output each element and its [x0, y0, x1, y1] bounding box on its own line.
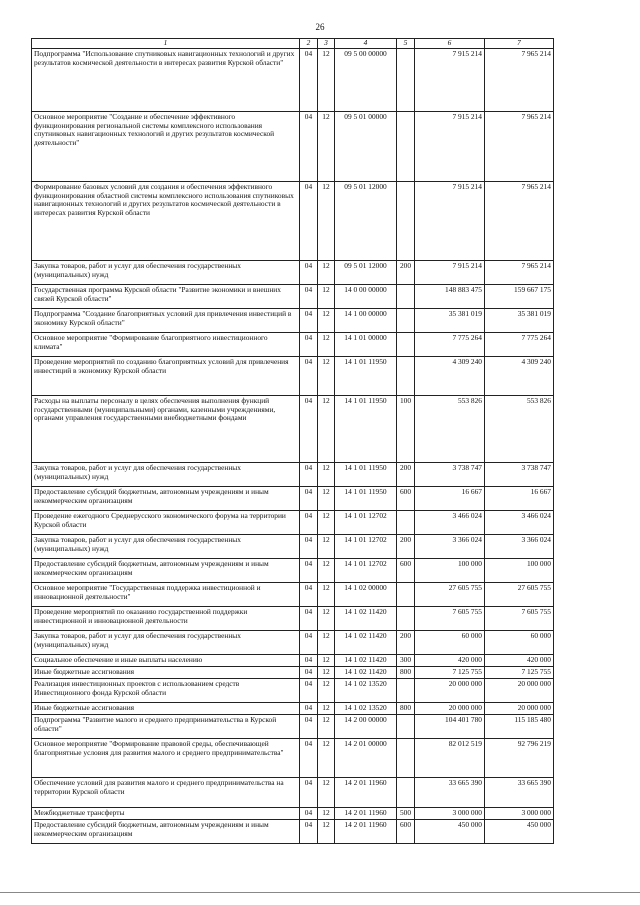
row-amount-year1-cell: 3 366 024 [415, 535, 485, 559]
row-subsection-cell: 12 [318, 511, 335, 535]
row-amount-year1-cell: 3 738 747 [415, 463, 485, 487]
row-subsection-cell: 12 [318, 631, 335, 655]
table-row [32, 535, 554, 559]
table-row [32, 261, 554, 285]
row-amount-year1-cell: 35 381 019 [415, 309, 485, 333]
row-amount-year1-cell: 7 915 214 [415, 112, 485, 182]
row-amount-year1-cell: 420 000 [415, 655, 485, 667]
table-row [32, 655, 554, 667]
row-name-cell: Основное мероприятие "Государственная поддержка инвестиционной и инновационной деятельности" [32, 583, 300, 607]
row-section-cell: 04 [300, 463, 318, 487]
row-name-cell: Проведение мероприятий по оказанию государственной поддержки инвестиционной и инновационной деятельности [32, 607, 300, 631]
row-name-cell: Закупка товаров, работ и услуг для обеспечения государственных (муниципальных) нужд [32, 631, 300, 655]
row-target-code-cell: 14 1 01 12702 [335, 559, 397, 583]
row-amount-year1-cell: 82 012 519 [415, 739, 485, 778]
row-amount-year2-cell: 33 665 390 [485, 778, 554, 808]
row-section-cell: 04 [300, 511, 318, 535]
table-row [32, 820, 554, 844]
row-amount-year2-cell: 420 000 [485, 655, 554, 667]
row-subsection-cell: 12 [318, 655, 335, 667]
row-name-cell: Закупка товаров, работ и услуг для обеспечения государственных (муниципальных) нужд [32, 535, 300, 559]
row-amount-year2-cell: 7 965 214 [485, 112, 554, 182]
table-row [32, 333, 554, 357]
row-target-code-cell: 14 1 01 11950 [335, 396, 397, 463]
row-name-cell: Проведение мероприятий по созданию благоприятных условий для привлечения инвестиций в экономику Курской области [32, 357, 300, 396]
row-section-cell: 04 [300, 333, 318, 357]
row-amount-year2-cell: 4 309 240 [485, 357, 554, 396]
row-amount-year1-cell: 7 605 755 [415, 607, 485, 631]
row-subsection-cell: 12 [318, 715, 335, 739]
row-subsection-cell: 12 [318, 182, 335, 261]
row-name-cell: Основное мероприятие "Формирование правовой среды, обеспечивающей благоприятные условия для развития малого и среднего предпринимательства" [32, 739, 300, 778]
row-name-cell: Основное мероприятие "Формирование благоприятного инвестиционного климата" [32, 333, 300, 357]
row-amount-year1-cell: 7 915 214 [415, 182, 485, 261]
row-target-code-cell: 14 2 01 11960 [335, 778, 397, 808]
row-expense-type-cell [397, 715, 415, 739]
row-target-code-cell: 14 0 00 00000 [335, 285, 397, 309]
row-name-cell: Подпрограмма "Использование спутниковых навигационных технологий и других результатов космической деятельности в интересах развития Курской области" [32, 49, 300, 112]
row-subsection-cell: 12 [318, 463, 335, 487]
row-name-cell: Подпрограмма "Создание благоприятных условий для привлечения инвестиций в экономику Курской области" [32, 309, 300, 333]
row-expense-type-cell: 800 [397, 703, 415, 715]
row-section-cell: 04 [300, 631, 318, 655]
row-amount-year1-cell: 27 605 755 [415, 583, 485, 607]
row-expense-type-cell: 200 [397, 261, 415, 285]
row-subsection-cell: 12 [318, 261, 335, 285]
row-section-cell: 04 [300, 679, 318, 703]
table-row [32, 808, 554, 820]
row-expense-type-cell: 300 [397, 655, 415, 667]
row-subsection-cell: 12 [318, 285, 335, 309]
row-amount-year2-cell: 7 965 214 [485, 182, 554, 261]
table-row [32, 631, 554, 655]
row-amount-year2-cell: 3 366 024 [485, 535, 554, 559]
row-target-code-cell: 14 2 00 00000 [335, 715, 397, 739]
table-row [32, 511, 554, 535]
row-subsection-cell: 12 [318, 820, 335, 844]
table-row [32, 607, 554, 631]
table-row [32, 739, 554, 778]
row-subsection-cell: 12 [318, 396, 335, 463]
row-section-cell: 04 [300, 808, 318, 820]
row-name-cell: Иные бюджетные ассигнования [32, 667, 300, 679]
row-subsection-cell: 12 [318, 333, 335, 357]
row-section-cell: 04 [300, 49, 318, 112]
row-amount-year2-cell: 27 605 755 [485, 583, 554, 607]
row-amount-year2-cell: 60 000 [485, 631, 554, 655]
table-row [32, 487, 554, 511]
row-amount-year2-cell: 450 000 [485, 820, 554, 844]
row-expense-type-cell [397, 739, 415, 778]
row-name-cell: Закупка товаров, работ и услуг для обеспечения государственных (муниципальных) нужд [32, 463, 300, 487]
row-section-cell: 04 [300, 559, 318, 583]
row-amount-year1-cell: 33 665 390 [415, 778, 485, 808]
row-target-code-cell: 14 1 02 11420 [335, 607, 397, 631]
row-expense-type-cell [397, 778, 415, 808]
row-section-cell: 04 [300, 715, 318, 739]
row-subsection-cell: 12 [318, 49, 335, 112]
row-amount-year1-cell: 7 915 214 [415, 261, 485, 285]
row-section-cell: 04 [300, 739, 318, 778]
row-expense-type-cell: 100 [397, 396, 415, 463]
row-amount-year2-cell: 3 000 000 [485, 808, 554, 820]
row-amount-year2-cell: 92 796 219 [485, 739, 554, 778]
row-amount-year1-cell: 553 826 [415, 396, 485, 463]
row-subsection-cell: 12 [318, 703, 335, 715]
row-subsection-cell: 12 [318, 679, 335, 703]
row-amount-year2-cell: 35 381 019 [485, 309, 554, 333]
row-amount-year1-cell: 60 000 [415, 631, 485, 655]
table-row [32, 679, 554, 703]
row-section-cell: 04 [300, 778, 318, 808]
table-row [32, 49, 554, 112]
table-row [32, 715, 554, 739]
row-subsection-cell: 12 [318, 559, 335, 583]
row-name-cell: Обеспечение условий для развития малого и среднего предпринимательства на территории Курской области [32, 778, 300, 808]
header-cell: 6 [415, 39, 485, 49]
row-amount-year2-cell: 3 466 024 [485, 511, 554, 535]
table-row [32, 112, 554, 182]
row-section-cell: 04 [300, 487, 318, 511]
row-name-cell: Реализация инвестиционных проектов с использованием средств Инвестиционного фонда Курской области [32, 679, 300, 703]
row-expense-type-cell [397, 511, 415, 535]
row-target-code-cell: 14 2 01 00000 [335, 739, 397, 778]
row-amount-year2-cell: 7 965 214 [485, 49, 554, 112]
row-target-code-cell: 14 2 01 11960 [335, 820, 397, 844]
row-amount-year2-cell: 7 775 264 [485, 333, 554, 357]
row-amount-year2-cell: 20 000 000 [485, 703, 554, 715]
row-expense-type-cell [397, 112, 415, 182]
budget-table [31, 38, 554, 844]
row-amount-year1-cell: 20 000 000 [415, 703, 485, 715]
row-amount-year1-cell: 7 125 755 [415, 667, 485, 679]
row-subsection-cell: 12 [318, 112, 335, 182]
header-cell: 7 [485, 39, 554, 49]
row-expense-type-cell: 600 [397, 487, 415, 511]
header-cell: 1 [32, 39, 300, 49]
row-subsection-cell: 12 [318, 487, 335, 511]
row-target-code-cell: 09 5 01 12000 [335, 261, 397, 285]
row-name-cell: Предоставление субсидий бюджетным, автономным учреждениям и иным некоммерческим организациям [32, 559, 300, 583]
row-target-code-cell: 14 1 02 00000 [335, 583, 397, 607]
row-amount-year1-cell: 100 000 [415, 559, 485, 583]
row-section-cell: 04 [300, 285, 318, 309]
row-expense-type-cell [397, 357, 415, 396]
row-amount-year2-cell: 16 667 [485, 487, 554, 511]
row-subsection-cell: 12 [318, 667, 335, 679]
table-header-row [32, 39, 554, 49]
row-target-code-cell: 14 1 01 00000 [335, 333, 397, 357]
row-amount-year1-cell: 148 883 475 [415, 285, 485, 309]
row-amount-year1-cell: 20 000 000 [415, 679, 485, 703]
row-section-cell: 04 [300, 655, 318, 667]
row-amount-year2-cell: 159 667 175 [485, 285, 554, 309]
row-section-cell: 04 [300, 112, 318, 182]
row-section-cell: 04 [300, 535, 318, 559]
row-section-cell: 04 [300, 309, 318, 333]
row-expense-type-cell: 200 [397, 463, 415, 487]
row-amount-year1-cell: 16 667 [415, 487, 485, 511]
row-expense-type-cell: 600 [397, 559, 415, 583]
table-row [32, 703, 554, 715]
table-row [32, 667, 554, 679]
row-name-cell: Предоставление субсидий бюджетным, автономным учреждениям и иным некоммерческим организациям [32, 487, 300, 511]
row-target-code-cell: 09 5 00 00000 [335, 49, 397, 112]
row-section-cell: 04 [300, 820, 318, 844]
row-amount-year2-cell: 3 738 747 [485, 463, 554, 487]
row-expense-type-cell [397, 49, 415, 112]
row-amount-year1-cell: 7 775 264 [415, 333, 485, 357]
bottom-rule [0, 892, 640, 893]
row-expense-type-cell: 600 [397, 820, 415, 844]
row-target-code-cell: 14 2 01 11960 [335, 808, 397, 820]
row-section-cell: 04 [300, 703, 318, 715]
row-expense-type-cell [397, 679, 415, 703]
row-amount-year2-cell: 553 826 [485, 396, 554, 463]
row-subsection-cell: 12 [318, 739, 335, 778]
row-name-cell: Государственная программа Курской области "Развитие экономики и внешних связей Курской области" [32, 285, 300, 309]
row-name-cell: Подпрограмма "Развитие малого и среднего предпринимательства в Курской области" [32, 715, 300, 739]
row-amount-year2-cell: 115 185 480 [485, 715, 554, 739]
row-expense-type-cell [397, 607, 415, 631]
row-target-code-cell: 14 1 02 11420 [335, 631, 397, 655]
row-section-cell: 04 [300, 396, 318, 463]
table-row [32, 357, 554, 396]
row-subsection-cell: 12 [318, 778, 335, 808]
row-target-code-cell: 14 1 01 11950 [335, 463, 397, 487]
header-cell: 4 [335, 39, 397, 49]
table-row [32, 559, 554, 583]
table-row [32, 309, 554, 333]
row-target-code-cell: 14 1 01 11950 [335, 357, 397, 396]
row-subsection-cell: 12 [318, 535, 335, 559]
row-name-cell: Закупка товаров, работ и услуг для обеспечения государственных (муниципальных) нужд [32, 261, 300, 285]
row-expense-type-cell [397, 285, 415, 309]
table-row [32, 583, 554, 607]
table-row [32, 182, 554, 261]
table-body [32, 49, 554, 844]
row-expense-type-cell: 200 [397, 535, 415, 559]
row-amount-year1-cell: 7 915 214 [415, 49, 485, 112]
row-amount-year1-cell: 3 000 000 [415, 808, 485, 820]
table-row [32, 285, 554, 309]
row-target-code-cell: 14 1 00 00000 [335, 309, 397, 333]
header-cell: 2 [300, 39, 318, 49]
row-target-code-cell: 09 5 01 00000 [335, 112, 397, 182]
row-amount-year2-cell: 7 965 214 [485, 261, 554, 285]
row-target-code-cell: 14 1 02 11420 [335, 667, 397, 679]
row-subsection-cell: 12 [318, 808, 335, 820]
row-name-cell: Проведение ежегодного Среднерусского экономического форума на территории Курской области [32, 511, 300, 535]
row-section-cell: 04 [300, 357, 318, 396]
row-amount-year2-cell: 100 000 [485, 559, 554, 583]
row-expense-type-cell [397, 583, 415, 607]
row-expense-type-cell: 200 [397, 631, 415, 655]
row-amount-year1-cell: 4 309 240 [415, 357, 485, 396]
row-section-cell: 04 [300, 607, 318, 631]
row-section-cell: 04 [300, 182, 318, 261]
row-expense-type-cell: 800 [397, 667, 415, 679]
row-name-cell: Иные бюджетные ассигнования [32, 703, 300, 715]
row-target-code-cell: 14 1 01 12702 [335, 511, 397, 535]
row-amount-year2-cell: 7 605 755 [485, 607, 554, 631]
row-subsection-cell: 12 [318, 583, 335, 607]
row-amount-year1-cell: 104 401 780 [415, 715, 485, 739]
row-subsection-cell: 12 [318, 309, 335, 333]
row-target-code-cell: 14 1 02 13520 [335, 703, 397, 715]
row-target-code-cell: 14 1 02 13520 [335, 679, 397, 703]
row-name-cell: Межбюджетные трансферты [32, 808, 300, 820]
row-amount-year1-cell: 3 466 024 [415, 511, 485, 535]
row-section-cell: 04 [300, 261, 318, 285]
row-subsection-cell: 12 [318, 607, 335, 631]
table-row [32, 396, 554, 463]
row-expense-type-cell [397, 309, 415, 333]
row-expense-type-cell [397, 333, 415, 357]
row-subsection-cell: 12 [318, 357, 335, 396]
row-name-cell: Основное мероприятие "Создание и обеспечение эффективного функционирования региональной системы комплексного использования спутниковых навигационных технологий и других результатов космической деятельности" [32, 112, 300, 182]
row-name-cell: Расходы на выплаты персоналу в целях обеспечения выполнения функций государственными (муниципальными) органами, казенными учреждениями, органами управления государственными внебюджетными фондами [32, 396, 300, 463]
row-amount-year2-cell: 20 000 000 [485, 679, 554, 703]
row-section-cell: 04 [300, 667, 318, 679]
row-amount-year2-cell: 7 125 755 [485, 667, 554, 679]
row-target-code-cell: 14 1 01 11950 [335, 487, 397, 511]
header-cell: 5 [397, 39, 415, 49]
row-name-cell: Предоставление субсидий бюджетным, автономным учреждениям и иным некоммерческим организациям [32, 820, 300, 844]
row-name-cell: Формирование базовых условий для создания и обеспечения эффективного функционирования областной системы комплексного использования спутниковых навигационных технологий и других результатов космической деятельности в интересах развития Курской области [32, 182, 300, 261]
row-section-cell: 04 [300, 583, 318, 607]
row-expense-type-cell: 500 [397, 808, 415, 820]
row-target-code-cell: 14 1 01 12702 [335, 535, 397, 559]
row-target-code-cell: 09 5 01 12000 [335, 182, 397, 261]
row-name-cell: Социальное обеспечение и иные выплаты населению [32, 655, 300, 667]
row-expense-type-cell [397, 182, 415, 261]
table-row [32, 778, 554, 808]
header-cell: 3 [318, 39, 335, 49]
row-target-code-cell: 14 1 02 11420 [335, 655, 397, 667]
row-amount-year1-cell: 450 000 [415, 820, 485, 844]
page-number: 26 [315, 22, 325, 32]
table-row [32, 463, 554, 487]
